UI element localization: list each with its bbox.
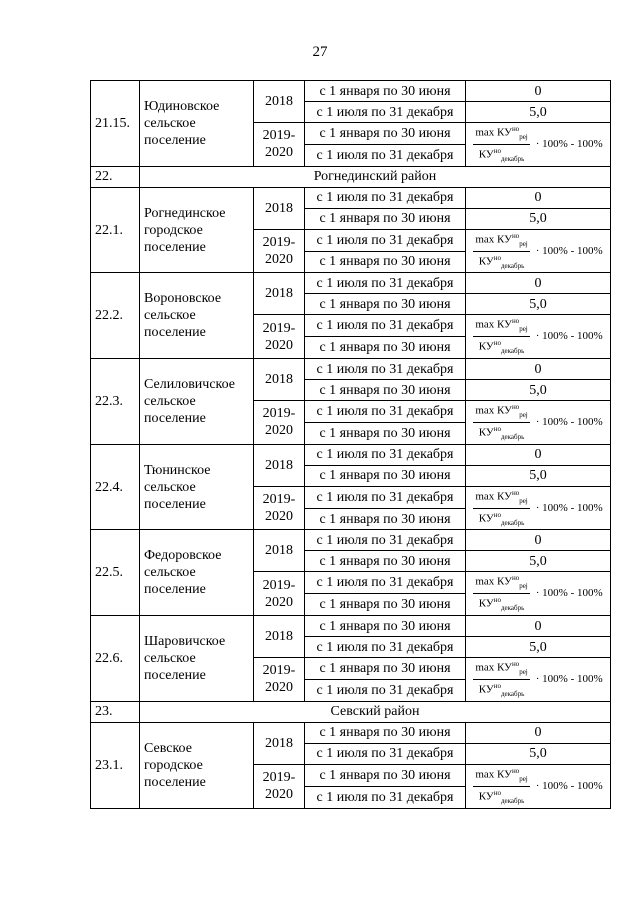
- formula-numerator: $\max КУ^{но}_{реj}$: [473, 572, 529, 594]
- entry-number: 22.3.: [91, 359, 140, 445]
- value-cell: 5,0: [466, 208, 611, 229]
- formula-tail: · 100% - 100%: [535, 137, 603, 150]
- growth-formula: [473, 572, 602, 615]
- growth-formula: [473, 658, 602, 701]
- formula-denominator: $КУ^{но}_{декабрь}$: [478, 339, 525, 356]
- region-row: [91, 701, 611, 722]
- year-2018: 2018: [254, 616, 305, 658]
- period-cell: с 1 июля по 31 декабря: [305, 444, 466, 465]
- year-2019-2020: 2019- 2020: [254, 764, 305, 808]
- formula-sub: декабрь: [500, 261, 525, 270]
- value-cell: 0: [466, 81, 611, 102]
- formula-sub: декабрь: [500, 347, 525, 356]
- formula-sup: но: [511, 574, 520, 583]
- period-cell: с 1 июля по 31 декабря: [305, 102, 466, 123]
- period-cell: с 1 января по 30 июня: [305, 251, 466, 273]
- formula-sup: но: [511, 766, 520, 775]
- entry-number: 22.1.: [91, 187, 140, 273]
- formula-sub: декабрь: [500, 604, 525, 613]
- period-cell: с 1 января по 30 июня: [305, 337, 466, 359]
- year-2018: 2018: [254, 444, 305, 486]
- table-row: [91, 616, 611, 637]
- formula-sup: но: [511, 125, 520, 133]
- formula-cell: [466, 229, 611, 273]
- growth-formula: [473, 230, 602, 273]
- period-cell: с 1 июля по 31 декабря: [305, 530, 466, 551]
- formula-fraction: [473, 487, 529, 530]
- formula-denominator: $КУ^{но}_{декабрь}$: [478, 510, 525, 527]
- period-cell: с 1 января по 30 июня: [305, 294, 466, 315]
- period-cell: с 1 января по 30 июня: [305, 81, 466, 102]
- period-cell: с 1 января по 30 июня: [305, 594, 466, 616]
- formula-sup: но: [511, 403, 520, 412]
- table-row: [91, 187, 611, 208]
- period-cell: с 1 июля по 31 декабря: [305, 359, 466, 380]
- formula-sub: реj: [519, 582, 528, 591]
- year-2018: 2018: [254, 722, 305, 764]
- formula-sub: декабрь: [500, 796, 525, 805]
- period-cell: с 1 июля по 31 декабря: [305, 743, 466, 764]
- formula-tail: · 100% - 100%: [535, 330, 603, 343]
- formula-fraction: [473, 401, 529, 444]
- table-row: [91, 444, 611, 465]
- value-cell: 5,0: [466, 380, 611, 401]
- settlement-name: Вороновское сельское поселение: [140, 273, 254, 359]
- period-cell: с 1 января по 30 июня: [305, 508, 466, 530]
- entry-number: 22.6.: [91, 616, 140, 702]
- formula-sub: декабрь: [500, 518, 525, 527]
- formula-cell: [466, 486, 611, 530]
- page-number: 27: [312, 44, 328, 60]
- period-cell: с 1 июля по 31 декабря: [305, 315, 466, 337]
- value-cell: 5,0: [466, 743, 611, 764]
- year-2019-2020: 2019- 2020: [254, 658, 305, 702]
- year-2019-2020: 2019- 2020: [254, 401, 305, 445]
- value-cell: 0: [466, 616, 611, 637]
- growth-formula: [473, 401, 602, 444]
- period-cell: с 1 июля по 31 декабря: [305, 486, 466, 508]
- year-2019-2020: 2019- 2020: [254, 315, 305, 359]
- region-name: Севский район: [140, 701, 611, 722]
- entry-number: 23.1.: [91, 722, 140, 808]
- value-cell: 0: [466, 273, 611, 294]
- entry-number: 22.5.: [91, 530, 140, 616]
- value-cell: 5,0: [466, 637, 611, 658]
- formula-sub: декабрь: [500, 154, 525, 163]
- period-cell: с 1 июля по 31 декабря: [305, 637, 466, 658]
- value-cell: 0: [466, 187, 611, 208]
- formula-fraction: [473, 315, 529, 358]
- formula-sub: реj: [519, 325, 528, 334]
- value-cell: 5,0: [466, 465, 611, 486]
- year-2019-2020: 2019- 2020: [254, 486, 305, 530]
- entry-number: 21.15.: [91, 81, 140, 167]
- growth-formula: [473, 123, 602, 166]
- formula-sup: но: [511, 317, 520, 326]
- formula-sub: реj: [519, 496, 528, 505]
- formula-tail: · 100% - 100%: [535, 244, 603, 257]
- formula-numerator: $\max КУ^{но}_{реj}$: [473, 765, 529, 787]
- table-row: [91, 530, 611, 551]
- period-cell: с 1 января по 30 июня: [305, 764, 466, 786]
- settlement-name: Селиловичское сельское поселение: [140, 359, 254, 445]
- formula-numerator: $\max КУ^{но}_{реj}$: [473, 401, 529, 423]
- period-cell: с 1 января по 30 июня: [305, 616, 466, 637]
- value-cell: 0: [466, 722, 611, 743]
- formula-tail: · 100% - 100%: [535, 779, 603, 792]
- period-cell: с 1 июля по 31 декабря: [305, 786, 466, 808]
- period-cell: с 1 января по 30 июня: [305, 658, 466, 680]
- period-cell: с 1 января по 30 июня: [305, 208, 466, 229]
- formula-sub: декабрь: [500, 689, 525, 698]
- period-cell: с 1 января по 30 июня: [305, 380, 466, 401]
- year-2018: 2018: [254, 81, 305, 123]
- period-cell: с 1 января по 30 июня: [305, 465, 466, 486]
- settlement-name: Севское городское поселение: [140, 722, 254, 808]
- formula-sup: но: [493, 788, 501, 797]
- formula-denominator: $КУ^{но}_{декабрь}$: [478, 596, 525, 613]
- formula-numerator: $\max КУ^{но}_{реj}$: [473, 658, 529, 680]
- formula-sup: но: [493, 424, 501, 433]
- formula-tail: · 100% - 100%: [535, 415, 603, 428]
- period-cell: с 1 января по 30 июня: [305, 123, 466, 145]
- table-row: [91, 722, 611, 743]
- formula-fraction: [473, 123, 529, 166]
- formula-fraction: [473, 230, 529, 273]
- formula-numerator: $\max КУ^{но}_{реj}$: [473, 230, 529, 252]
- formula-numerator: $\max КУ^{но}_{реj}$: [473, 123, 529, 145]
- formula-cell: [466, 764, 611, 808]
- settlement-name: Федоровское сельское поселение: [140, 530, 254, 616]
- formula-sub: реj: [519, 239, 528, 248]
- table-row: [91, 81, 611, 102]
- region-row: [91, 166, 611, 187]
- formula-numerator: $\max КУ^{но}_{реj}$: [473, 315, 529, 337]
- value-cell: 5,0: [466, 294, 611, 315]
- formula-cell: [466, 315, 611, 359]
- period-cell: с 1 января по 30 июня: [305, 551, 466, 572]
- region-name: Рогнединский район: [140, 166, 611, 187]
- formula-denominator: $КУ^{но}_{декабрь}$: [478, 681, 525, 698]
- year-2018: 2018: [254, 359, 305, 401]
- formula-sub: реj: [519, 132, 528, 141]
- entry-number: 22.4.: [91, 444, 140, 530]
- period-cell: с 1 января по 30 июня: [305, 422, 466, 444]
- formula-denominator: $КУ^{но}_{декабрь}$: [478, 788, 525, 805]
- period-cell: с 1 июля по 31 декабря: [305, 572, 466, 594]
- value-cell: 0: [466, 444, 611, 465]
- formula-sub: реj: [519, 410, 528, 419]
- period-cell: с 1 июля по 31 декабря: [305, 273, 466, 294]
- formula-denominator: $КУ^{но}_{декабрь}$: [478, 253, 525, 270]
- table-row: [91, 273, 611, 294]
- formula-sup: но: [493, 510, 501, 519]
- year-2018: 2018: [254, 187, 305, 229]
- formula-tail: · 100% - 100%: [535, 672, 603, 685]
- formula-sup: но: [511, 231, 520, 240]
- formula-sub: реj: [519, 774, 528, 783]
- value-cell: 0: [466, 530, 611, 551]
- year-2019-2020: 2019- 2020: [254, 229, 305, 273]
- formula-tail: · 100% - 100%: [535, 501, 603, 514]
- formula-cell: [466, 572, 611, 616]
- formula-tail: · 100% - 100%: [535, 587, 603, 600]
- entry-number: 22.2.: [91, 273, 140, 359]
- settlement-name: Юдиновское сельское поселение: [140, 81, 254, 167]
- period-cell: с 1 июля по 31 декабря: [305, 187, 466, 208]
- region-number: 23.: [91, 701, 140, 722]
- formula-fraction: [473, 765, 529, 808]
- period-cell: с 1 июля по 31 декабря: [305, 229, 466, 251]
- formula-cell: [466, 658, 611, 702]
- formula-numerator: $\max КУ^{но}_{реj}$: [473, 487, 529, 509]
- year-2018: 2018: [254, 530, 305, 572]
- formula-cell: [466, 123, 611, 167]
- region-number: 22.: [91, 166, 140, 187]
- table-row: [91, 359, 611, 380]
- settlement-name: Шаровичское сельское поселение: [140, 616, 254, 702]
- period-cell: с 1 июля по 31 декабря: [305, 679, 466, 701]
- growth-formula: [473, 315, 602, 358]
- formula-sub: реj: [519, 667, 528, 676]
- period-cell: с 1 января по 30 июня: [305, 722, 466, 743]
- settlement-name: Рогнединское городское поселение: [140, 187, 254, 273]
- formula-sup: но: [493, 681, 501, 690]
- value-cell: 0: [466, 359, 611, 380]
- tariff-table: [90, 80, 611, 809]
- formula-fraction: [473, 658, 529, 701]
- formula-sup: но: [493, 596, 501, 605]
- formula-sup: но: [493, 253, 501, 262]
- formula-sub: декабрь: [500, 432, 525, 441]
- settlement-name: Тюнинское сельское поселение: [140, 444, 254, 530]
- period-cell: с 1 июля по 31 декабря: [305, 401, 466, 423]
- formula-denominator: $КУ^{но}_{декабрь}$: [478, 146, 525, 163]
- formula-denominator: $КУ^{но}_{декабрь}$: [478, 424, 525, 441]
- formula-sup: но: [493, 339, 501, 348]
- year-2018: 2018: [254, 273, 305, 315]
- growth-formula: [473, 765, 602, 808]
- value-cell: 5,0: [466, 551, 611, 572]
- year-2019-2020: 2019- 2020: [254, 123, 305, 167]
- period-cell: с 1 июля по 31 декабря: [305, 144, 466, 166]
- formula-cell: [466, 401, 611, 445]
- formula-sup: но: [511, 660, 520, 669]
- value-cell: 5,0: [466, 102, 611, 123]
- formula-fraction: [473, 572, 529, 615]
- growth-formula: [473, 487, 602, 530]
- year-2019-2020: 2019- 2020: [254, 572, 305, 616]
- formula-sup: но: [511, 488, 520, 497]
- formula-sup: но: [493, 146, 501, 155]
